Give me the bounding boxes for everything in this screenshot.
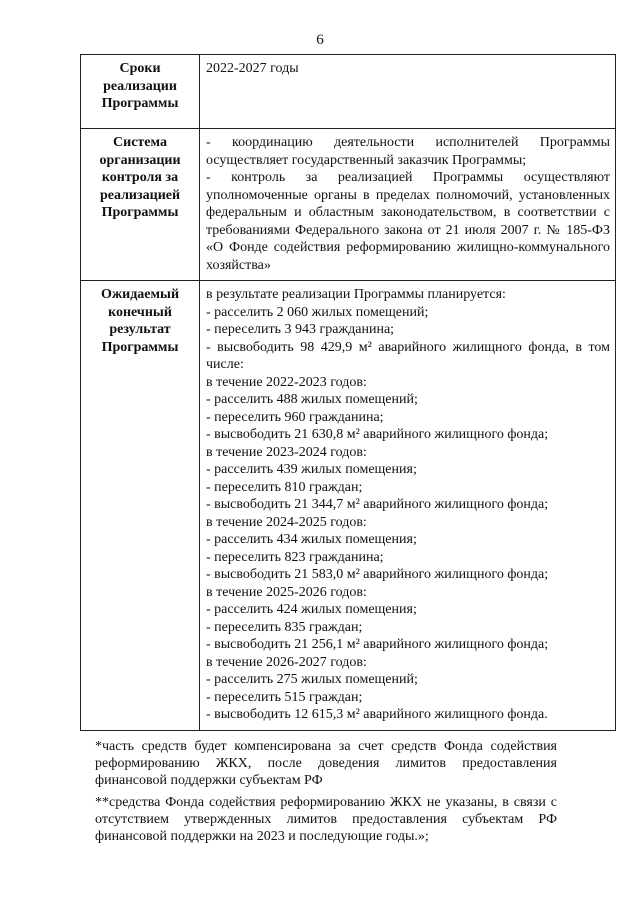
value-line: в течение 2025-2026 годов:: [206, 584, 367, 600]
row-label-implementation-period: [81, 55, 200, 129]
label-line: контроля за: [101, 170, 179, 185]
label-line: Программы: [101, 339, 179, 355]
page-number: 6: [316, 32, 324, 48]
label-line: Программы: [101, 96, 179, 111]
value-line: - переселить 823 гражданина;: [206, 549, 384, 565]
table-row-control-system: [81, 129, 616, 281]
table-row-expected-result: [81, 281, 616, 731]
value-line: - высвободить 12 615,3 м² аварийного жилищного фонда.: [206, 707, 548, 722]
row-label-expected-result: [81, 281, 200, 731]
program-passport-table: [80, 54, 616, 731]
value-line: - высвободить 21 256,1 м² аварийного жилищного фонда;: [206, 637, 549, 652]
value-line: - переселить 810 граждан;: [206, 479, 363, 495]
value-line: - контроль за реализацией Программы осуществляют уполномоченные органы в пределах полномочий, установленных федеральным и областным законодательством, в соответствии с требованиями Федерального закона от 21 июля 2007 г. № 185-ФЗ «О Фонде содействия реформированию жилищно-коммунального хозяйства»: [206, 170, 610, 273]
row-value-implementation-period: [200, 55, 616, 129]
row-value-expected-result: [200, 281, 616, 731]
value-line: в течение 2022-2023 годов:: [206, 374, 367, 390]
label-line: реализацией: [99, 187, 181, 203]
value-line: - расселить 434 жилых помещения;: [206, 532, 417, 547]
value-line: - расселить 424 жилых помещения;: [206, 602, 417, 617]
footnote-2: **средства Фонда содействия реформированию ЖКХ не указаны, в связи с отсутствием утвержденных лимитов предоставления субъектам РФ финансовой поддержки на 2023 и последующие годы.»;: [95, 795, 557, 844]
value-line: - координацию деятельности исполнителей Программы осуществляет государственный заказчик Программы;: [206, 135, 610, 168]
value-line: - переселить 960 гражданина;: [206, 409, 384, 425]
label-line: результат: [109, 322, 171, 337]
label-line: Программы: [101, 205, 179, 220]
row-label-control-system: [81, 129, 200, 281]
value-line: - высвободить 21 630,8 м² аварийного жилищного фонда;: [206, 427, 549, 442]
label-line: Сроки: [119, 61, 161, 76]
value-line: - высвободить 21 344,7 м² аварийного жилищного фонда;: [206, 497, 549, 512]
value-line: 2022-2027 годы: [206, 61, 299, 76]
value-line: в течение 2023-2024 годов:: [206, 444, 367, 460]
label-line: Система: [113, 135, 167, 150]
value-line: - переселить 3 943 гражданина;: [206, 322, 395, 337]
value-line: в течение 2024-2025 годов:: [206, 514, 367, 530]
value-line: - переселить 515 граждан;: [206, 689, 363, 705]
row-value-control-system: [200, 129, 616, 281]
value-line: в результате реализации Программы планируется:: [206, 287, 506, 302]
label-line: реализации: [103, 78, 177, 94]
label-line: Ожидаемый: [100, 287, 180, 302]
value-line: - переселить 835 граждан;: [206, 619, 363, 635]
table-row-implementation-period: [81, 55, 616, 129]
label-line: организации: [99, 152, 181, 168]
value-line: - высвободить 98 429,9 м² аварийного жилищного фонда, в том числе:: [206, 339, 610, 372]
label-line: конечный: [108, 304, 172, 320]
value-line: - высвободить 21 583,0 м² аварийного жилищного фонда;: [206, 567, 549, 582]
value-line: - расселить 488 жилых помещений;: [206, 392, 418, 407]
value-line: в течение 2026-2027 годов:: [206, 654, 367, 670]
value-line: - расселить 439 жилых помещения;: [206, 462, 417, 477]
footnotes: [95, 738, 557, 850]
value-line: - расселить 275 жилых помещений;: [206, 672, 418, 687]
value-line: - расселить 2 060 жилых помещений;: [206, 304, 429, 320]
footnote-1: *часть средств будет компенсирована за счет средств Фонда содействия реформированию ЖКХ, после доведения лимитов предоставления финансовой поддержки субъектам РФ: [95, 739, 557, 788]
